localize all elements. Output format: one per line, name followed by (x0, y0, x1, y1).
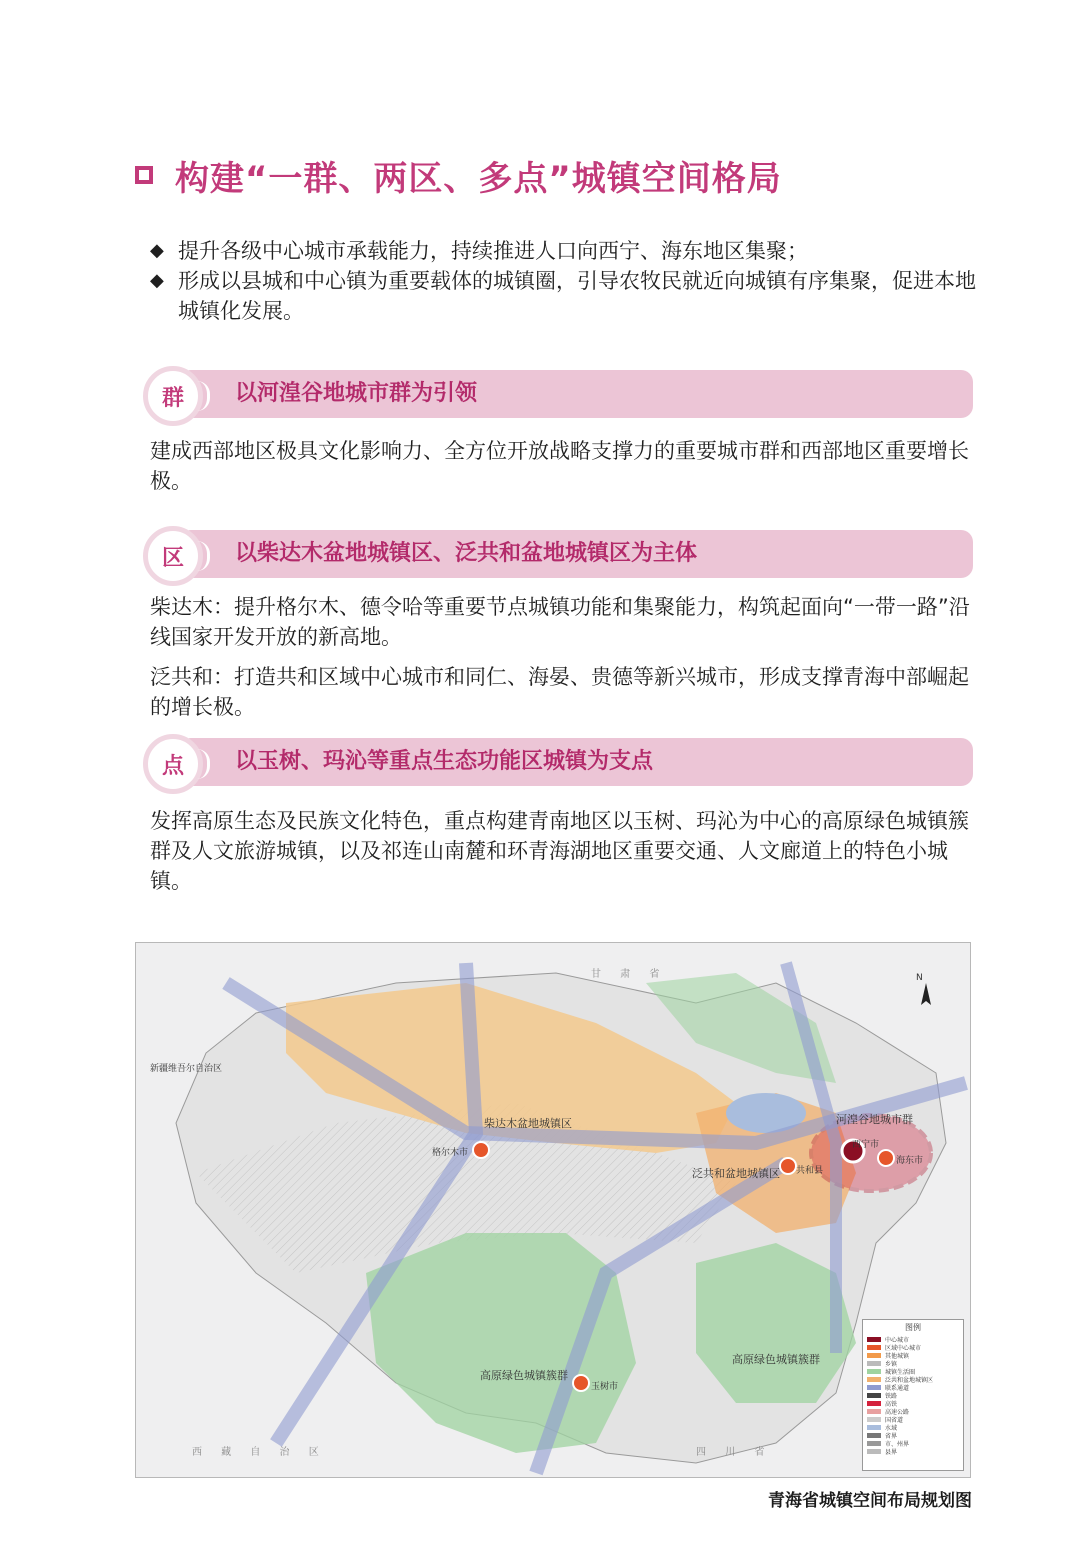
legend-swatch (867, 1345, 881, 1350)
legend-swatch (867, 1401, 881, 1406)
map-label-plateau-green-east: 高原绿色城镇簇群 (732, 1353, 820, 1366)
legend-swatch (867, 1353, 881, 1358)
map-label-fangonghe: 泛共和盆地城镇区 (692, 1167, 780, 1180)
legend-label: 县界 (885, 1448, 898, 1456)
map-label-gansu: 甘 肃 省 (591, 969, 668, 980)
city-marker-yushu (573, 1375, 589, 1391)
section-title: 以柴达木盆地城镇区、泛共和盆地城镇区为主体 (235, 541, 698, 566)
legend-item (863, 1391, 963, 1399)
legend-label: 市、州界 (885, 1440, 910, 1448)
north-label: N (916, 973, 923, 983)
legend-label: 中心城市 (885, 1336, 910, 1344)
legend-label: 水域 (885, 1424, 898, 1432)
bullet-text: 形成以县城和中心镇为重要载体的城镇圈，引导农牧民就近向城镇有序集聚，促进本地城镇化发展。 (178, 269, 976, 323)
page-title-text: 构建“一群、两区、多点”城镇空间格局 (175, 158, 782, 199)
legend-label: 城镇生活圈 (885, 1368, 916, 1376)
map-label-yushu: 玉树市 (591, 1382, 619, 1392)
map-label-hehuang: 河湟谷地城市群 (836, 1113, 913, 1126)
section-header-cluster (143, 366, 973, 426)
map-label-gonghe: 共和县 (796, 1166, 824, 1176)
legend-swatch (867, 1433, 881, 1438)
map-label-tibet: 西 藏 自 治 区 (192, 1447, 327, 1458)
legend-label: 高铁 (885, 1400, 898, 1408)
legend-label: 铁路 (885, 1392, 898, 1400)
legend-swatch (867, 1441, 881, 1446)
map-label-xinjiang: 新疆维吾尔自治区 (150, 1064, 223, 1074)
page-title (135, 150, 782, 200)
legend-label: 联系通道 (885, 1384, 910, 1392)
map-legend (862, 1319, 964, 1471)
legend-swatch (867, 1361, 881, 1366)
section-paragraph: 发挥高原生态及民族文化特色，重点构建青南地区以玉树、玛沁为中心的高原绿色城镇簇群及人文旅游城镇，以及祁连山南麓和环青海湖地区重要交通、人文廊道上的特色小城镇。 (150, 809, 969, 893)
legend-label: 泛共和盆地城镇区 (885, 1376, 934, 1384)
section-title: 以玉树、玛沁等重点生态功能区城镇为支点 (235, 749, 654, 774)
section-paragraph: 建成西部地区极具文化影响力、全方位开放战略支撑力的重要城市群和西部地区重要增长极。 (150, 439, 969, 493)
legend-item (863, 1383, 963, 1391)
section-badge (143, 734, 203, 794)
city-marker-golmud (473, 1142, 489, 1158)
city-marker-gonghe (780, 1158, 796, 1174)
legend-swatch (867, 1417, 881, 1422)
planning-map (135, 942, 971, 1478)
legend-label: 乡镇 (885, 1360, 898, 1368)
legend-label: 区域中心城市 (885, 1344, 922, 1352)
legend-swatch (867, 1425, 881, 1430)
section-badge-text: 群 (161, 385, 184, 411)
section-badge (143, 526, 203, 586)
legend-swatch (867, 1377, 881, 1382)
legend-swatch (867, 1385, 881, 1390)
map-graphic (136, 943, 971, 1478)
map-label-golmud: 格尔木市 (432, 1148, 469, 1158)
section-header-points (143, 734, 973, 794)
bullet-item (150, 266, 990, 326)
map-label-sichuan: 四 川 省 (696, 1447, 773, 1458)
intro-bullets (150, 236, 990, 326)
legend-swatch (867, 1369, 881, 1374)
legend-swatch (867, 1337, 881, 1342)
section-paragraph: 泛共和：打造共和区域中心城市和同仁、海晏、贵德等新兴城市，形成支撑青海中部崛起的增长极。 (150, 665, 969, 719)
section-title: 以河湟谷地城市群为引领 (235, 381, 478, 406)
section-badge-text: 点 (161, 753, 184, 779)
legend-swatch (867, 1449, 881, 1454)
legend-label: 省界 (885, 1432, 898, 1440)
green-zone-south (366, 1233, 636, 1453)
legend-item (863, 1343, 963, 1351)
legend-item (863, 1447, 963, 1455)
legend-item (863, 1423, 963, 1431)
north-arrow-icon (921, 983, 931, 1005)
map-caption: 青海省城镇空间布局规划图 (768, 1491, 972, 1511)
map-label-haidong: 海东市 (896, 1156, 924, 1166)
section-header-zones (143, 526, 973, 586)
legend-item (863, 1439, 963, 1447)
legend-item (863, 1351, 963, 1359)
legend-item (863, 1431, 963, 1439)
section-paragraph: 柴达木：提升格尔木、德令哈等重要节点城镇功能和集聚能力，构筑起面向“一带一路”沿线国家开发开放的新高地。 (150, 595, 970, 649)
legend-swatch (867, 1393, 881, 1398)
legend-item (863, 1375, 963, 1383)
legend-item (863, 1407, 963, 1415)
section-badge-text: 区 (161, 545, 184, 571)
legend-label: 国省道 (885, 1416, 904, 1424)
square-bullet-icon (135, 166, 153, 184)
legend-title: 图例 (905, 1323, 921, 1332)
legend-item (863, 1399, 963, 1407)
legend-item (863, 1415, 963, 1423)
city-marker-haidong (878, 1150, 894, 1166)
map-label-xining: 西宁市 (852, 1140, 880, 1150)
map-label-plateau-green: 高原绿色城镇簇群 (480, 1369, 568, 1382)
diamond-icon: ◆ (150, 240, 164, 261)
bullet-item (150, 236, 990, 266)
legend-label: 高速公路 (885, 1408, 910, 1416)
map-label-qaidam: 柴达木盆地城镇区 (484, 1117, 572, 1130)
section-badge (143, 366, 203, 426)
legend-label: 其他城镇 (885, 1352, 910, 1360)
bullet-text: 提升各级中心城市承载能力，持续推进人口向西宁、海东地区集聚； (178, 239, 808, 263)
legend-swatch (867, 1409, 881, 1414)
diamond-icon: ◆ (150, 270, 164, 291)
